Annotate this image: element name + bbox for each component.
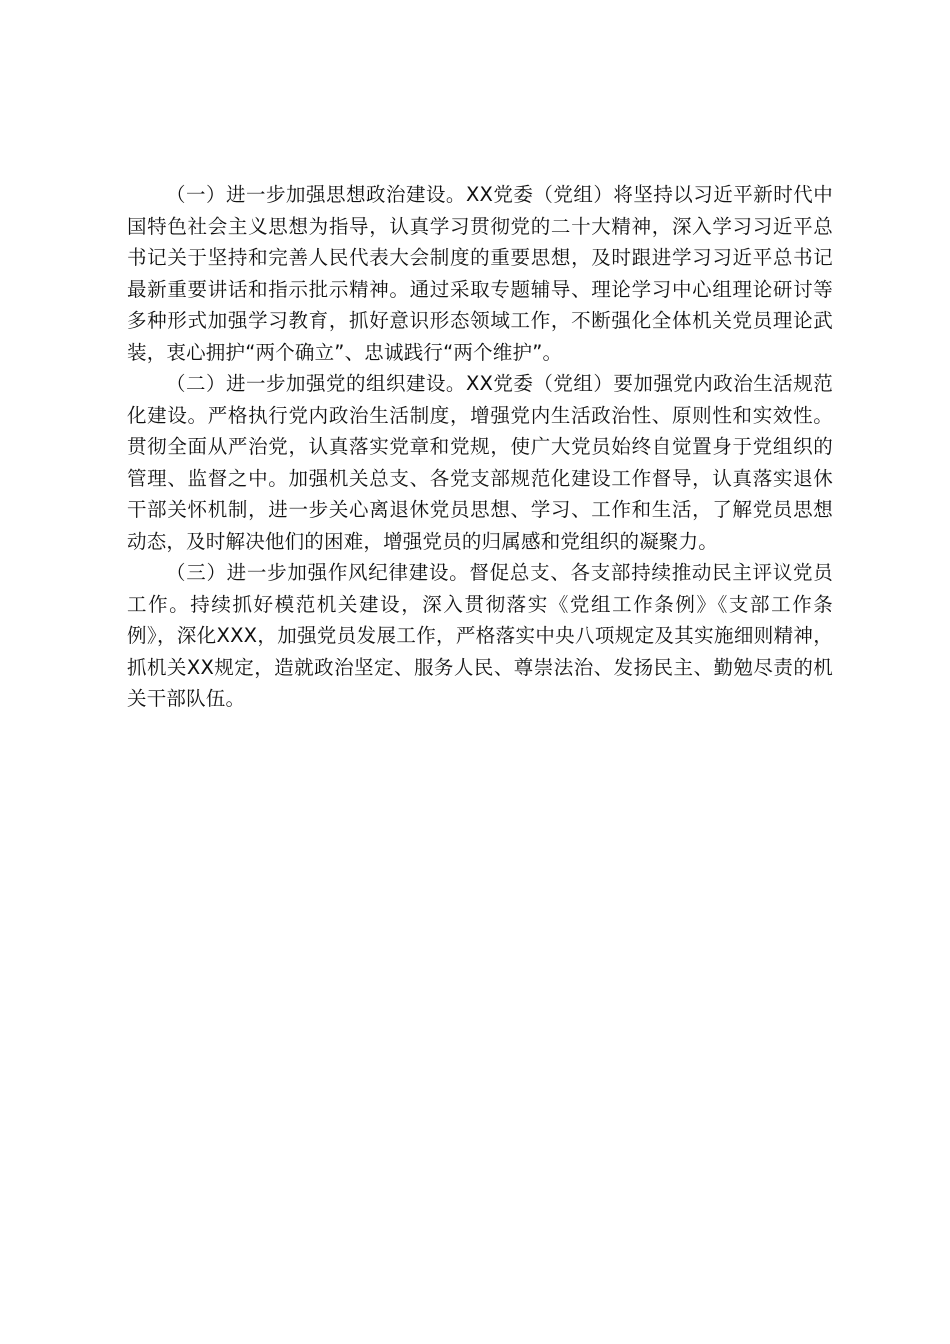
paragraph-text: 督促总支、各支部持续推动民主评议党员工作。持续抓好模范机关建设，深入贯彻落实《党组工作条例》《支部工作条例》，深化XXX，加强党员发展工作，严格落实中央八项规定及其实施细则精神，抓机关XX规定，造就政治坚定、服务人民、尊崇法治、发扬民主、勤勉尽责的机关干部队伍。 [127,561,833,710]
document-body [127,179,833,715]
paragraph-heading: （一）进一步加强思想政治建设。 [166,183,466,206]
paragraph-heading: （三）进一步加强作风纪律建设。 [166,561,470,584]
paragraph-heading: （二）进一步加强党的组织建设。 [166,372,466,395]
paragraph-work-style-discipline [127,557,833,715]
paragraph-ideological-political [127,179,833,368]
paragraph-text: XX党委（党组）要加强党内政治生活规范化建设。严格执行党内政治生活制度，增强党内生活政治性、原则性和实效性。贯彻全面从严治党，认真落实党章和党规，使广大党员始终自觉置身于党组织的管理、监督之中。加强机关总支、各党支部规范化建设工作督导，认真落实退休干部关怀机制，进一步关心离退休党员思想、学习、工作和生活，了解党员思想动态，及时解决他们的困难，增强党员的归属感和党组织的凝聚力。 [127,372,833,553]
paragraph-text: XX党委（党组）将坚持以习近平新时代中国特色社会主义思想为指导，认真学习贯彻党的二十大精神，深入学习习近平总书记关于坚持和完善人民代表大会制度的重要思想，及时跟进学习习近平总书记最新重要讲话和指示批示精神。通过采取专题辅导、理论学习中心组理论研讨等多种形式加强学习教育，抓好意识形态领域工作，不断强化全体机关党员理论武装，衷心拥护“两个确立”、忠诚践行“两个维护”。 [127,183,833,364]
paragraph-party-organization [127,368,833,557]
